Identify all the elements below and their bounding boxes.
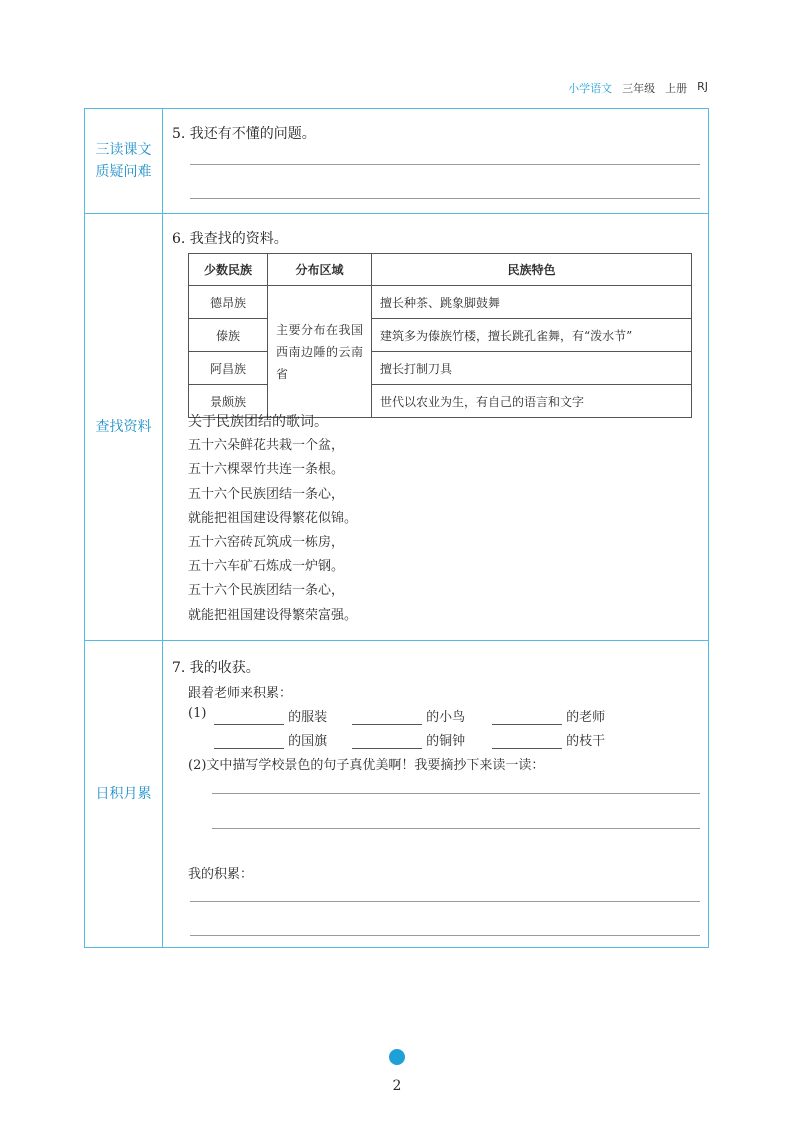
section-label xyxy=(96,139,152,183)
lyric-line: 五十六个民族团结一条心， xyxy=(188,486,345,502)
table-header-row xyxy=(189,254,692,286)
fill-suffix: 的小鸟 xyxy=(426,710,466,725)
lyric-line: 五十六个民族团结一条心， xyxy=(188,583,345,599)
lyric-line: 五十六车矿石炼成一炉钢。 xyxy=(188,559,345,575)
section-label-cell xyxy=(85,641,163,947)
section-content xyxy=(162,109,708,213)
answer-line[interactable] xyxy=(212,828,700,829)
part2-prompt: (2)文中描写学校景色的句子真优美啊！我要摘抄下来读一读： xyxy=(188,758,545,773)
fill-suffix: 的铜钟 xyxy=(426,734,466,749)
lyric-line: 就能把祖国建设得繁荣富强。 xyxy=(188,607,358,623)
fill-item xyxy=(352,706,465,725)
answer-line[interactable] xyxy=(190,164,700,165)
ethnic-name: 景颇族 xyxy=(189,385,268,418)
fill-suffix: 的服装 xyxy=(288,710,328,725)
ethnic-name: 傣族 xyxy=(189,319,268,352)
answer-line[interactable] xyxy=(190,901,700,902)
accumulation-subtitle: 跟着老师来积累： xyxy=(188,686,293,701)
section-label: 查找资料 xyxy=(95,419,152,435)
lyric-line: 就能把祖国建设得繁花似锦。 xyxy=(188,510,358,526)
fill-suffix: 的老师 xyxy=(566,710,606,725)
answer-line[interactable] xyxy=(190,935,700,936)
worksheet-table xyxy=(84,108,709,948)
ethnic-groups-table xyxy=(188,253,692,418)
page-number: 2 xyxy=(392,1078,402,1094)
table-row xyxy=(189,319,692,352)
header-term: 上册 xyxy=(665,82,688,95)
fill-blank[interactable] xyxy=(492,734,562,749)
section-questions xyxy=(85,109,708,213)
fill-item xyxy=(492,730,605,749)
header-grade: 三年级 xyxy=(622,82,656,95)
fill-item xyxy=(352,730,465,749)
section-research xyxy=(85,213,708,640)
my-accumulation-label: 我的积累： xyxy=(188,867,254,882)
section-label-line1: 三读课文 xyxy=(95,142,152,158)
column-header: 少数民族 xyxy=(189,254,268,286)
header-subject: 小学语文 xyxy=(568,82,613,95)
header-edition: RJ xyxy=(697,80,708,93)
ethnic-feature: 擅长种茶、跳象脚鼓舞 xyxy=(372,286,692,319)
fill-blank[interactable] xyxy=(214,710,284,725)
question-7: 7. 我的收获。 xyxy=(172,660,260,676)
part1-prefix: (1) xyxy=(188,706,207,721)
question-5: 5. 我还有不懂的问题。 xyxy=(172,126,316,142)
answer-line[interactable] xyxy=(212,793,700,794)
ethnic-feature: 建筑多为傣族竹楼，擅长跳孔雀舞，有“泼水节” xyxy=(372,319,692,352)
column-header: 分布区域 xyxy=(268,254,372,286)
ethnic-feature: 世代以农业为生，有自己的语言和文字 xyxy=(372,385,692,418)
lyric-line: 五十六窑砖瓦筑成一栋房， xyxy=(188,535,345,551)
lyric-line: 五十六朵鲜花共栽一个盆， xyxy=(188,438,345,454)
fill-suffix: 的枝干 xyxy=(566,734,606,749)
question-6: 6. 我查找的资料。 xyxy=(172,231,288,247)
section-content xyxy=(162,641,708,947)
answer-line[interactable] xyxy=(190,198,700,199)
column-header: 民族特色 xyxy=(372,254,692,286)
fill-suffix: 的国旗 xyxy=(288,734,328,749)
fill-blank[interactable] xyxy=(352,710,422,725)
fill-item xyxy=(214,706,327,725)
ethnic-name: 阿昌族 xyxy=(189,352,268,385)
page-header xyxy=(568,80,708,96)
fill-item xyxy=(492,706,605,725)
page-dot-icon xyxy=(389,1049,405,1065)
distribution-region: 主要分布在我国西南边陲的云南省 xyxy=(268,286,372,418)
section-accumulation xyxy=(85,640,708,947)
fill-blank[interactable] xyxy=(492,710,562,725)
section-content xyxy=(162,214,708,640)
table-row xyxy=(189,286,692,319)
section-label-cell xyxy=(85,214,163,640)
lyrics-block xyxy=(188,410,357,628)
table-row xyxy=(189,352,692,385)
fill-blank[interactable] xyxy=(214,734,284,749)
ethnic-feature: 擅长打制刀具 xyxy=(372,352,692,385)
lyrics-title: 关于民族团结的歌词。 xyxy=(188,414,328,430)
section-label-cell xyxy=(85,109,163,213)
fill-item xyxy=(214,730,327,749)
section-label-line2: 质疑问难 xyxy=(95,164,152,180)
lyric-line: 五十六棵翠竹共连一条根。 xyxy=(188,462,345,478)
fill-blank[interactable] xyxy=(352,734,422,749)
section-label: 日积月累 xyxy=(95,786,152,802)
ethnic-name: 德昂族 xyxy=(189,286,268,319)
